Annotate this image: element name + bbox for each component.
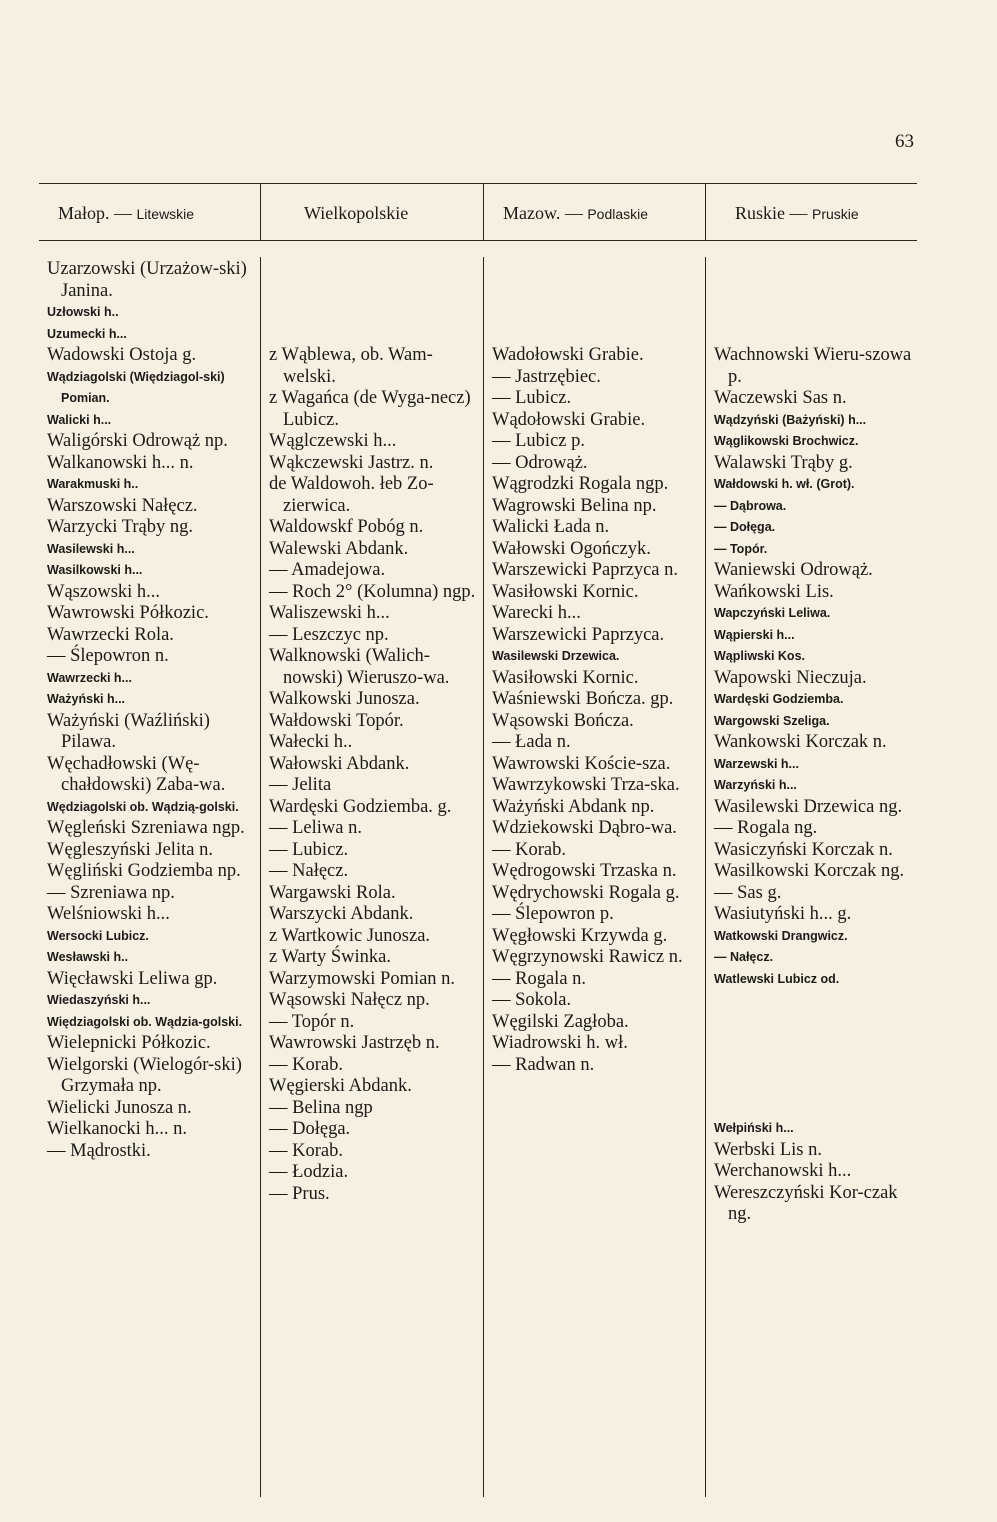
surname-entry: Wałecki h.. [269, 732, 353, 752]
surname-entry: Wasilewski h... [47, 541, 135, 556]
surname-entry: Waniewski Odrowąż. [714, 560, 873, 580]
surname-entry: Warszowski Nałęcz. [47, 495, 198, 516]
surname-entry: Wędrogowski Trzaska n. [492, 861, 677, 881]
surname-entry: — Roch 2° (Kolumna) ngp. [269, 581, 476, 602]
surname-entry: Wardęski Godziemba. g. [269, 796, 452, 817]
surname-entry: Wawrowski Jastrzęb n. [269, 1033, 440, 1053]
surname-entry: Watkowski Drangwicz. [714, 928, 848, 943]
surname-entry: — Belina ngp [269, 1097, 373, 1118]
column-divider [260, 257, 261, 1497]
surname-entry: Warakmuski h.. [47, 477, 139, 491]
surname-entry: Wasilkowski Korczak ng. [714, 861, 905, 881]
surname-entry: Węgrzynowski Rawicz n. [492, 947, 683, 967]
surname-entry: — Topór. [714, 541, 768, 556]
surname-entry: Uzumecki h... [47, 326, 127, 341]
surname-entry: Wdziekowski Dąbro-wa. [492, 818, 677, 838]
surname-entry: Wawrzecki Rola. [47, 624, 174, 645]
surname-entry: — Dołęga. [269, 1119, 351, 1139]
column-spacer [714, 990, 919, 1118]
surname-entry: Watlewski Lubicz od. [714, 971, 840, 986]
surname-entry: Więdziagolski ob. Wądzia-golski. [47, 1014, 243, 1029]
surname-entry: Wałdowski h. wł. (Grot). [714, 477, 855, 491]
surname-entry: Wadowski Ostoja g. [47, 345, 197, 365]
surname-entry: — Korab. [492, 839, 566, 860]
surname-entry: — Korab. [269, 1140, 343, 1161]
surname-entry: Wargawski Rola. [269, 882, 396, 903]
surname-entry: Wasiutyński h... g. [714, 904, 852, 924]
surname-entry: Więcławski Leliwa gp. [47, 968, 218, 989]
surname-entry: Waczewski Sas n. [714, 388, 847, 408]
column-divider [705, 183, 706, 240]
surname-entry: Wąpierski h... [714, 627, 795, 642]
surname-entry: Wiadrowski h. wł. [492, 1033, 628, 1053]
surname-entry: Warszewicki Paprzyca n. [492, 560, 678, 580]
surname-entry: — Jelita [269, 775, 332, 795]
column-mazowsze [492, 345, 704, 1076]
surname-entry: — Łodzia. [269, 1162, 349, 1182]
header-top-rule [39, 183, 917, 184]
surname-entry: Wełpiński h... [714, 1121, 794, 1135]
surname-entry: Wielkanocki h... n. [47, 1119, 188, 1139]
surname-entry: Wawrowski Koście-sza. [492, 753, 671, 774]
surname-entry: — Rogala ng. [714, 818, 818, 838]
surname-entry: Walewski Abdank. [269, 538, 409, 559]
page-number: 63 [895, 131, 914, 152]
column-divider [483, 257, 484, 1497]
surname-entry: Waliszewski h... [269, 603, 390, 623]
column-wielkopolska [269, 345, 481, 1205]
column-divider [705, 257, 706, 1497]
surname-entry: Wapowski Nieczuja. [714, 667, 867, 688]
surname-entry: Wasiłowski Kornic. [492, 667, 639, 688]
surname-entry: — Szreniawa np. [47, 882, 175, 903]
surname-entry: — Lubicz p. [492, 431, 585, 451]
surname-entry: Węgleński Szreniawa ngp. [47, 818, 245, 838]
surname-entry: — Ślepowron n. [47, 646, 169, 666]
surname-entry: Walicki Łada n. [492, 517, 610, 537]
surname-entry: Walkanowski h... n. [47, 452, 194, 473]
surname-entry: Węchadłowski (Wę-chałdowski) Zaba-wa. [47, 753, 226, 795]
surname-entry: — Ślepowron p. [492, 904, 614, 924]
surname-entry: Uzłowski h.. [47, 305, 119, 319]
surname-entry: Warszycki Abdank. [269, 904, 414, 924]
surname-entry: Wasilewski Drzewica. [492, 649, 620, 663]
surname-entry: Wankowski Korczak n. [714, 732, 887, 752]
surname-entry: z Wąblewa, ob. Wam-welski. [269, 345, 433, 387]
surname-entry: Wargowski Szeliga. [714, 713, 830, 728]
surname-entry: Werbski Lis n. [714, 1139, 822, 1160]
surname-entry: Wielgorski (Wielogór-ski) Grzymała np. [47, 1054, 242, 1096]
surname-entry: Wereszczyński Kor-czak ng. [714, 1182, 898, 1224]
surname-entry: Wądziagolski (Więdziagol-ski) Pomian. [47, 369, 225, 405]
surname-entry: Wądołowski Grabie. [492, 409, 646, 430]
surname-entry: Ważyński Abdank np. [492, 796, 655, 817]
column-header-malop: Małop. — Litewskie [58, 203, 195, 223]
surname-entry: Wąszowski h... [47, 581, 161, 602]
surname-entry: Ważyński (Waźliński) Pilawa. [47, 710, 210, 752]
column-divider [483, 183, 484, 240]
surname-entry: Warzycki Trąby ng. [47, 517, 193, 537]
surname-entry: — Lubicz. [492, 388, 572, 408]
surname-entry: z Wagańca (de Wyga-necz) Lubicz. [269, 388, 471, 430]
surname-entry: z Wartkowic Junosza. [269, 925, 431, 946]
surname-entry: Węgłowski Krzywda g. [492, 925, 668, 946]
column-header-ruskie: Ruskie — Pruskie [735, 203, 859, 223]
surname-entry: — Dołęga. [714, 520, 776, 534]
surname-entry: Walicki h... [47, 412, 112, 427]
surname-entry: Werchanowski h... [714, 1161, 852, 1181]
surname-entry: Wąkczewski Jastrz. n. [269, 452, 434, 473]
surname-entry: — Sokola. [492, 990, 572, 1010]
surname-entry: — Rogala n. [492, 968, 587, 989]
surname-entry: Wachnowski Wieru-szowa p. [714, 345, 912, 387]
column-header-wielkopolskie: Wielkopolskie [304, 203, 409, 223]
surname-entry: Wasilewski Drzewica ng. [714, 796, 903, 817]
surname-entry: Węgilski Zagłoba. [492, 1011, 629, 1032]
surname-entry: — Nałęcz. [269, 861, 349, 881]
surname-entry: — Jastrzębiec. [492, 366, 601, 387]
surname-entry: Wapczyński Leliwa. [714, 606, 831, 620]
surname-entry: Warecki h... [492, 603, 581, 623]
surname-entry: — Dąbrowa. [714, 498, 787, 513]
surname-entry: Waśniewski Bończa. gp. [492, 689, 674, 709]
surname-entry: Ważyński h... [47, 692, 126, 706]
surname-entry: Wąsowski Bończa. [492, 710, 634, 731]
surname-entry: Wasiłowski Kornic. [492, 581, 639, 602]
surname-entry: Wiedaszyński h... [47, 993, 151, 1007]
surname-entry: — Leliwa n. [269, 818, 362, 838]
surname-entry: Wąglikowski Brochwicz. [714, 434, 859, 448]
surname-entry: Wersocki Lubicz. [47, 928, 149, 943]
surname-entry: Walkowski Junosza. [269, 689, 420, 709]
surname-entry: Wardęski Godziemba. [714, 692, 844, 706]
surname-entry: — Sas g. [714, 882, 782, 903]
surname-entry: Wagrowski Belina np. [492, 495, 657, 516]
surname-entry: Warszewicki Paprzyca. [492, 624, 665, 645]
surname-entry: Wawrzykowski Trza-ska. [492, 775, 680, 795]
surname-entry: Wądzyński (Bażyński) h... [714, 412, 867, 427]
column-divider [260, 183, 261, 240]
surname-entry: Welśniowski h... [47, 904, 170, 924]
surname-entry: Wasiczyński Korczak n. [714, 839, 893, 860]
column-ruskie [714, 345, 919, 1226]
surname-entry: Wąsowski Nałęcz np. [269, 990, 430, 1010]
surname-entry: Wałdowski Topór. [269, 710, 404, 731]
surname-entry: Wielepnicki Półkozic. [47, 1033, 211, 1053]
surname-entry: Wałowski Ogończyk. [492, 538, 651, 559]
surname-entry: Wadołowski Grabie. [492, 345, 644, 365]
surname-entry: Wesławski h.. [47, 950, 129, 964]
surname-entry: — Lubicz. [269, 839, 349, 860]
surname-entry: — Łada n. [492, 732, 571, 752]
surname-entry: Węgleszyński Jelita n. [47, 839, 213, 860]
surname-entry: Warzyński h... [714, 778, 797, 792]
surname-entry: Waligórski Odrowąż np. [47, 431, 228, 451]
surname-entry: Warzymowski Pomian n. [269, 968, 456, 989]
surname-entry: — Leszczyc np. [269, 624, 389, 645]
surname-entry: — Odrowąż. [492, 452, 588, 473]
surname-entry: Wąglczewski h... [269, 431, 397, 451]
surname-entry: Wągrodzki Rogala ngp. [492, 474, 669, 494]
surname-entry: Węgierski Abdank. [269, 1076, 412, 1096]
surname-entry: Wędrychowski Rogala g. [492, 882, 680, 903]
surname-entry: z Warty Świnka. [269, 947, 391, 967]
surname-entry: — Nałęcz. [714, 950, 774, 964]
column-malopolska [47, 259, 259, 1162]
column-header-mazow: Mazow. — Podlaskie [503, 203, 649, 223]
surname-entry: Walawski Trąby g. [714, 452, 853, 473]
surname-entry: — Radwan n. [492, 1054, 595, 1075]
surname-entry: Walknowski (Walich-nowski) Wieruszo-wa. [269, 646, 450, 688]
surname-entry: de Waldowoh. łeb Zo-zierwica. [269, 474, 434, 516]
surname-entry: Wawrowski Półkozic. [47, 603, 209, 623]
surname-entry: — Topór n. [269, 1011, 355, 1032]
surname-entry: — Mądrostki. [47, 1140, 151, 1161]
surname-entry: Wielicki Junosza n. [47, 1097, 192, 1118]
surname-entry: Wędziagolski ob. Wądzią-golski. [47, 799, 239, 814]
surname-entry: Warzewski h... [714, 756, 799, 771]
surname-entry: — Korab. [269, 1054, 343, 1075]
surname-entry: Wawrzecki h... [47, 670, 132, 685]
surname-entry: Wasilkowski h... [47, 563, 143, 577]
header-bottom-rule [39, 240, 917, 241]
surname-entry: Wąpliwski Kos. [714, 649, 805, 663]
surname-entry: Uzarzowski (Urzażow-ski) Janina. [47, 259, 247, 301]
surname-entry: Waldowskf Pobóg n. [269, 517, 424, 537]
surname-entry: — Amadejowa. [269, 560, 386, 580]
surname-entry: — Prus. [269, 1183, 330, 1204]
surname-entry: Wańkowski Lis. [714, 581, 834, 602]
surname-entry: Węgliński Godziemba np. [47, 861, 241, 881]
surname-entry: Wałowski Abdank. [269, 753, 410, 774]
